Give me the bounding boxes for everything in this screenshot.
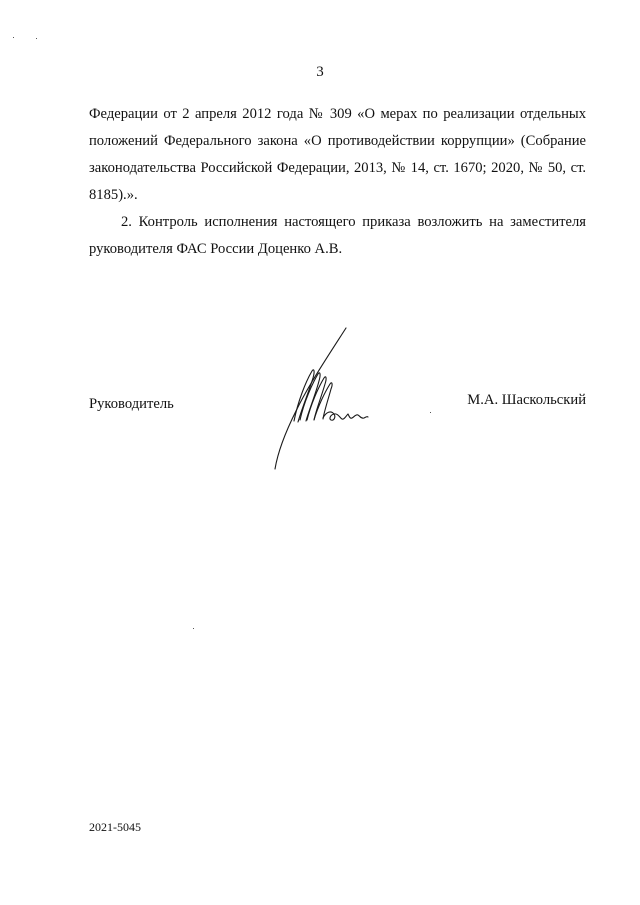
handwritten-signature: [268, 326, 378, 471]
signer-name: М.А. Шаскольский: [467, 392, 586, 408]
scan-speck: [36, 38, 37, 39]
page-number: 3: [316, 64, 324, 80]
scan-speck: [13, 37, 14, 38]
position-title: Руководитель: [89, 396, 174, 412]
body-text: [89, 101, 586, 263]
document-code: 2021-5045: [89, 820, 141, 834]
paragraph-continuation: Федерации от 2 апреля 2012 года № 309 «О мерах по реализации отдельных положений Федерального закона «О противодействии коррупции» (Собрание законодательства Российской Федерации, 2013, № 14, ст. 1670; 2020, № 50, ст. 8185).».: [89, 106, 586, 203]
scan-speck: [193, 628, 194, 629]
paragraph-control-clause: 2. Контроль исполнения настоящего приказа возложить на заместителя руководителя ФАС России Доценко А.В.: [89, 214, 586, 257]
